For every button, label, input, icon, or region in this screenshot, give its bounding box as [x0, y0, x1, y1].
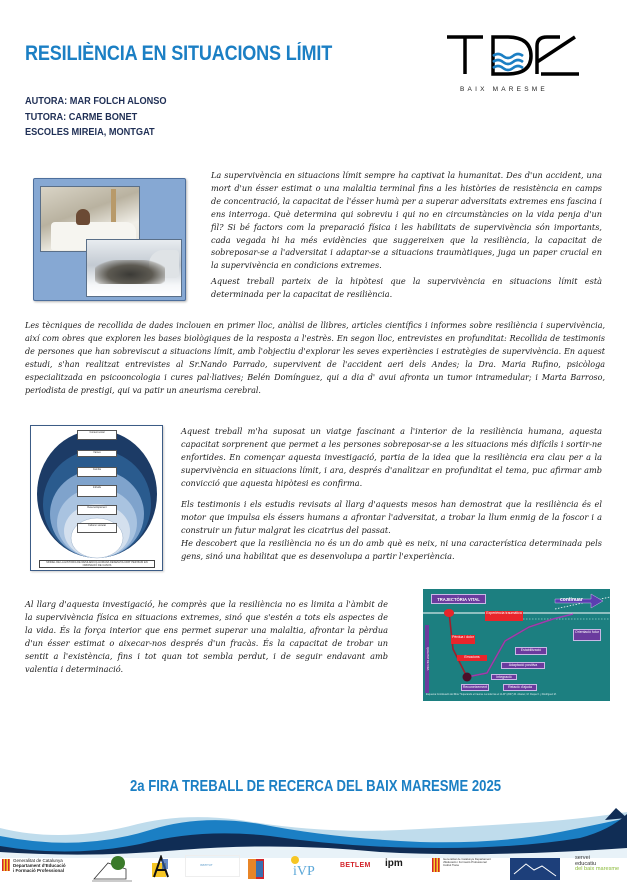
gencat-line: Generalitat de Catalunya — [13, 858, 63, 863]
conclusions-1 — [181, 425, 602, 490]
conclusion-paragraph: Aquest treball m'ha suposat un viatge fascinant a l'interior de la resiliència humana, aquesta capacitat sorprenent que permet a les persones sobreposar-se a les situacions més difícils i sortir-ne enfortides. En començar aquesta investigació, partia de la idea que la resiliència era clau per a la supervivència en situacions límit, i ara, després d'analitzar en profunditat el tema, puc afirmar amb convicció que aquesta hipòtesi es confirma. — [181, 426, 602, 488]
diagram-label: Individu — [77, 485, 117, 497]
conclusions-2 — [181, 498, 602, 563]
purple-tag: Integració — [491, 674, 517, 680]
diagram-caption: MODEL DE LA HISTÒRIA DE RESILIÈNCIA HUMANA DESENVOLUPAT PER BAKI EN ORDINACIÓ DE CASOS — [39, 560, 155, 568]
diagram-label: Cultura i societat — [77, 523, 117, 533]
photo-collage — [33, 178, 186, 301]
gencat-line: Departament d'Educació — [13, 863, 66, 868]
life-trajectory-chart — [423, 589, 610, 701]
methods-paragraph: Les tècniques de recollida de dades inclouen en primer lloc, anàlisi de llibres, articles científics i informes sobre resiliència i supervivència, així com obres que exploren les bases biològiques de la resposta a l'estrès. En segon lloc, entrevistes en profunditat: Recollida de testimonis de persones que han sobreviscut a situacions límit, amb l'objectiu d'explorar les seves experiències i estratègies de supervivència. En aquest estudi, s'han realitzat entrevistes al Sr.Nando Parrado, supervivent de l'accident aeri dels Andes; la Dra. Maria Rufino, psicòloga especialitzada en psicooncologia i cures pal·liatives; Belén Domínguez, qui a dia d' avui afronta un tumor intramedular; i Marta Barroso, periodista de prestigi, qui va patir un aneurisma cerebral. — [25, 321, 605, 395]
chart-title: TRAJECTÒRIA VITAL — [431, 594, 486, 604]
wave-decoration — [0, 808, 627, 858]
purple-tag: Relació d'ajuda — [503, 684, 537, 691]
gencat-institut-logo — [432, 855, 492, 883]
mountain-logo — [510, 855, 560, 883]
conclusion-paragraph: Els testimonis i els estudis revisats al llarg d'aquests mesos han demostrat que la resiliència és el motor que impulsa els éssers humans a afrontar l'adversitat, a trobar la llum enmig de la foscor i a construir un futur malgrat les cicatrius del passat. — [181, 499, 602, 535]
red-tag: Experiència traumàtica — [485, 611, 523, 621]
ivp-logo — [285, 855, 325, 883]
credits-block — [25, 94, 179, 141]
conclusion-paragraph: He descobert que la resiliència no és un do amb què es neix, ni una característica determinada pels gens, sinó una habilitat que es desenvolupa a partir l'experiència. — [181, 537, 602, 561]
trauma-point — [444, 609, 454, 617]
intro-paragraph: La supervivència en situacions límit sempre ha captivat la humanitat. Des d'un accident, una mort d'un ésser estimat o una malaltia terminal fins a les històries de resistència en camps de concentració, la capacitat de l'ésser humà per a superar adversitats extremes ens fascina i ens interroga. Què determina qui sobreviu i qui no en circumstàncies on la vida penja d'un fil? Si bé factors com la preparació física i les habilitats de supervivència són importants, cada vegada hi ha més evidències que suggereixen que la resiliència, la capacitat de sobreposar-se a l'adversitat i adaptar-se a situacions traumàtiques, juga un paper crucial en la supervivència en condicions extremes. — [211, 170, 602, 271]
methods — [25, 320, 605, 397]
svg-text:iVP: iVP — [293, 864, 315, 879]
betlem-logo: BETLEM — [340, 862, 371, 869]
fair-title: 2a FIRA TREBALL DE RECERCA DEL BAIX MARESME 2025 — [130, 778, 502, 795]
school-house-tree-logo — [90, 855, 135, 883]
servei-line: educatiu — [575, 860, 597, 867]
diagram-label: Família — [77, 467, 117, 477]
chart-source: Esquema Continuació del llibre "Superando el trauma. La vida tras el 11-M" (2007) M. Álvarez, M. Duque F. y Rodríguez M. — [426, 693, 557, 696]
school: ESCOLES MIREIA, MONTGAT — [25, 127, 155, 138]
gencat-institut-text: Generalitat de Catalunya Departament d'Educació i Formació Professional Institut Tiana — [443, 857, 491, 868]
tutor: TUTORA: CARME BONET — [25, 111, 138, 123]
resilience-model-diagram — [30, 425, 163, 571]
purple-tag: Reconeixement — [462, 685, 488, 689]
conclusion-paragraph: Al llarg d'aquesta investigació, he comprès que la resiliència no es limita a l'àmbit de la supervivència física en situacions extremes, sinó que s'estén a tots els aspectes de la vida. És la força interior que ens permet superar una malaltia, afrontar la pèrdua d'un ésser estimat o aixecar-nos després d'un fracàs. És la capacitat de trobar un sentit a l'existència, fins i tot quan tot sembla perdut, i de seguir endavant amb valentia i determinació. — [25, 599, 388, 674]
sponsor-logos — [0, 855, 627, 886]
ipm-logo: ipm — [385, 858, 403, 869]
hypothesis-paragraph: Aquest treball parteix de la hipòtesi que la supervivència en situacions límit està determinada per la capacitat de resiliència. — [211, 276, 602, 300]
lowest-point — [463, 673, 472, 682]
continue-label: continuar — [560, 597, 583, 603]
conclusions-3 — [25, 598, 388, 675]
red-tag: Pèrdua i dolor — [451, 635, 475, 644]
purple-tag: Estabilització — [515, 647, 547, 655]
institut-a-logo — [150, 855, 172, 883]
institut-logo — [185, 855, 240, 877]
poster-title: RESILIÈNCIA EN SITUACIONS LÍMIT — [25, 42, 333, 65]
gencat-education-logo — [2, 855, 72, 883]
purple-tag: Adaptació positiva — [501, 662, 545, 669]
diagram-label: Xarxes — [77, 450, 117, 457]
diagram-label: Context social — [77, 430, 117, 440]
andes-survivors-photo — [86, 239, 182, 297]
introduction — [211, 169, 602, 301]
servei-line: servei — [575, 855, 590, 861]
diagram-label: Desenvolupament — [77, 505, 117, 515]
tdr-logo-subtitle: BAIX MARESME — [460, 86, 548, 93]
gencat-line: i Formació Professional — [13, 868, 65, 873]
institut-name: INSTITUT — [200, 863, 213, 867]
servei-line: del baix maresme — [575, 866, 620, 873]
school-shield-logo — [248, 855, 264, 883]
author: AUTORA: MAR FOLCH ALONSO — [25, 96, 167, 107]
servei-educatiu-logo — [575, 856, 619, 884]
purple-tag: Orientació futur — [573, 629, 601, 641]
red-tag: Emocions — [457, 655, 487, 661]
y-axis-label: QUALITAT DE VIDA — [425, 625, 429, 693]
